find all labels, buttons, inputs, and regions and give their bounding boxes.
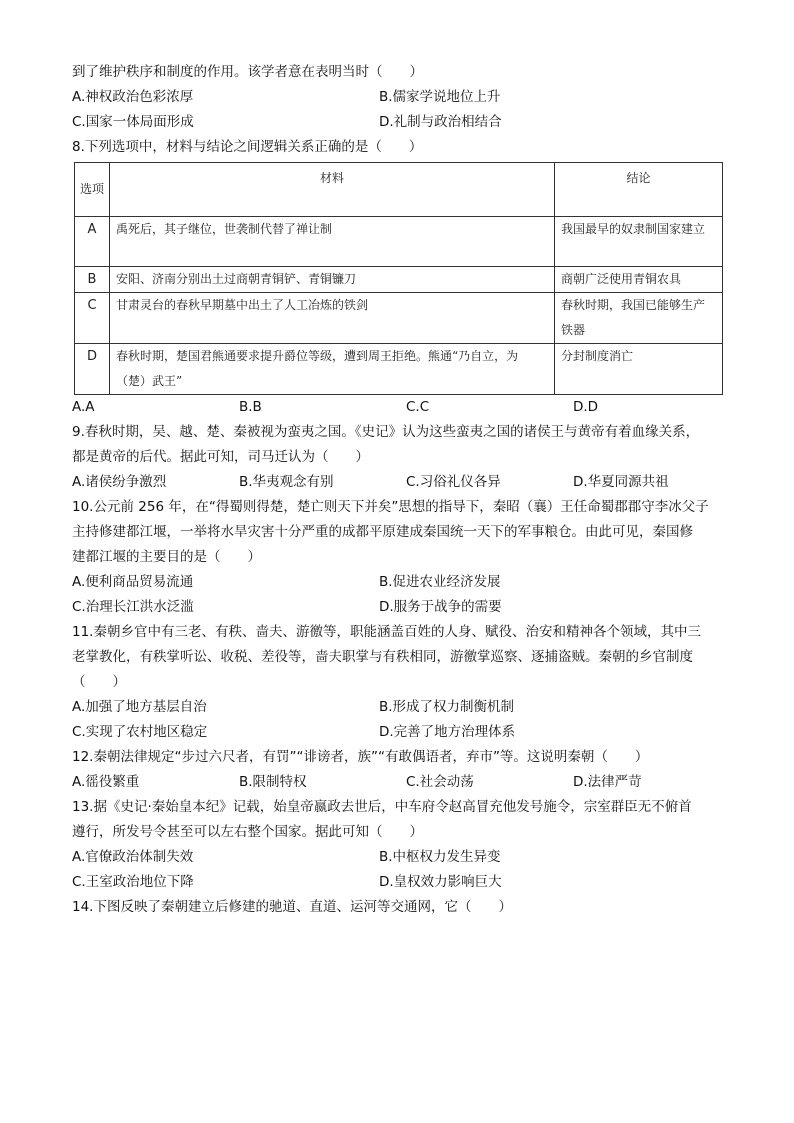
q9-options-row	[72, 470, 732, 495]
q10-option-a[interactable]: A.便利商品贸易流通	[72, 574, 194, 590]
q10-stem-line-3: 建都江堰的主要目的是（ ）	[72, 549, 261, 565]
q12-option-b[interactable]: B.限制特权	[239, 774, 307, 790]
row-a-option: A	[75, 217, 110, 267]
row-b-option: B	[75, 267, 110, 293]
row-b-conclusion: 商朝广泛使用青铜农具	[555, 267, 723, 293]
table-header-row	[75, 163, 723, 217]
q12-stem: 12.秦朝法律规定“步过六尺者，有罚”“诽谤者，族”“有敢偶语者，弃市”等。这说明秦朝（ ）	[72, 749, 649, 765]
q10-option-c[interactable]: C.治理长江洪水泛滥	[72, 599, 194, 615]
q11-option-d[interactable]: D.完善了地方治理体系	[379, 724, 516, 740]
row-d-option: D	[75, 344, 110, 395]
q14-stem: 14.下图反映了秦朝建立后修建的驰道、直道、运河等交通网，它（ ）	[72, 899, 512, 915]
header-conclusion: 结论	[555, 163, 723, 217]
row-d-conclusion: 分封制度消亡	[555, 344, 723, 395]
q11-option-b[interactable]: B.形成了权力制衡机制	[379, 699, 515, 715]
row-d-material: 春秋时期，楚国君熊通要求提升爵位等级，遭到周王拒绝。熊通“乃自立，为（楚）武王”	[110, 344, 555, 395]
q7-option-c[interactable]: C.国家一体局面形成	[72, 114, 194, 130]
row-c-conclusion: 春秋时期，我国已能够生产铁器	[555, 293, 723, 344]
q11-options-row-1	[72, 695, 732, 720]
q11-stem-line-3: （ ）	[72, 674, 126, 690]
header-material: 材料	[110, 163, 555, 217]
exam-page	[72, 60, 732, 920]
row-a-conclusion: 我国最早的奴隶制国家建立	[555, 217, 723, 267]
row-c-option: C	[75, 293, 110, 344]
q11-option-a[interactable]: A.加强了地方基层自治	[72, 699, 207, 715]
row-a-material: 禹死后，其子继位，世袭制代替了禅让制	[110, 217, 555, 267]
q7-option-b[interactable]: B.儒家学说地位上升	[379, 89, 501, 105]
q12-option-a[interactable]: A.徭役繁重	[72, 774, 140, 790]
q11-stem-line-2: 老掌教化，有秩掌听讼、收税、差役等，啬夫职掌与有秩相同，游徼掌巡察、逐捕盗贼。秦朝的乡官制度	[72, 649, 693, 665]
q8-stem: 8.下列选项中，材料与结论之间逻辑关系正确的是（ ）	[72, 139, 423, 155]
q11-stem-line-1: 11.秦朝乡官中有三老、有秩、啬夫、游徼等，职能涵盖百姓的人身、赋役、治安和精神各个领域，其中三	[72, 624, 701, 640]
q13-options-row-1	[72, 845, 732, 870]
table-row	[75, 293, 723, 344]
q12-option-c[interactable]: C.社会动荡	[406, 774, 474, 790]
q7-option-d[interactable]: D.礼制与政治相结合	[379, 114, 502, 130]
q10-stem-line-1: 10.公元前 256 年，在“得蜀则得楚，楚亡则天下并矣”思想的指导下，秦昭（襄）王任命蜀郡郡守李冰父子	[72, 499, 709, 515]
q13-stem-line-2: 遵行，所发号令甚至可以左右整个国家。据此可知（ ）	[72, 824, 423, 840]
q10-options-row-2	[72, 595, 732, 620]
table-row	[75, 217, 723, 267]
q9-stem-line-2: 都是黄帝的后代。据此可知，司马迁认为（ ）	[72, 449, 369, 465]
q13-option-d[interactable]: D.皇权效力影响巨大	[379, 874, 502, 890]
q10-option-b[interactable]: B.促进农业经济发展	[379, 574, 501, 590]
q11-option-c[interactable]: C.实现了农村地区稳定	[72, 724, 208, 740]
q8-option-b[interactable]: B.B	[239, 399, 262, 415]
q13-option-b[interactable]: B.中枢权力发生异变	[379, 849, 501, 865]
row-c-material: 甘肃灵台的春秋早期墓中出土了人工冶炼的铁剑	[110, 293, 555, 344]
q8-option-a[interactable]: A.A	[72, 399, 95, 415]
q9-option-d[interactable]: D.华夏同源共祖	[573, 474, 669, 490]
q10-option-d[interactable]: D.服务于战争的需要	[379, 599, 502, 615]
q12-option-d[interactable]: D.法律严苛	[573, 774, 642, 790]
q10-stem-line-2: 主持修建都江堰，一举将水旱灾害十分严重的成都平原建成秦国统一天下的军事粮仓。由此可见，秦国修	[72, 524, 693, 540]
q13-stem-line-1: 13.据《史记·秦始皇本纪》记载，始皇帝嬴政去世后，中车府令赵高冒充他发号施令，宗室群臣无不俯首	[72, 799, 692, 815]
q9-option-c[interactable]: C.习俗礼仪各异	[406, 474, 501, 490]
q9-stem-line-1: 9.春秋时期，吴、越、楚、秦被视为蛮夷之国。《史记》认为这些蛮夷之国的诸侯王与黄帝有着血缘关系，	[72, 424, 700, 440]
header-option: 选项	[75, 163, 110, 217]
q13-options-row-2	[72, 870, 732, 895]
q9-option-b[interactable]: B.华夷观念有别	[239, 474, 334, 490]
q7-options-row-1	[72, 85, 732, 110]
row-b-material: 安阳、济南分别出土过商朝青铜铲、青铜镰刀	[110, 267, 555, 293]
q8-material-table	[74, 162, 723, 395]
q8-options-row	[72, 395, 732, 420]
q7-option-a[interactable]: A.神权政治色彩浓厚	[72, 89, 194, 105]
q7-stem-tail: 到了维护秩序和制度的作用。该学者意在表明当时（ ）	[72, 64, 423, 80]
q9-option-a[interactable]: A.诸侯纷争激烈	[72, 474, 167, 490]
q7-options-row-2	[72, 110, 732, 135]
q10-options-row-1	[72, 570, 732, 595]
q12-options-row	[72, 770, 732, 795]
table-row	[75, 267, 723, 293]
q8-option-d[interactable]: D.D	[573, 399, 599, 415]
q13-option-c[interactable]: C.王室政治地位下降	[72, 874, 194, 890]
q8-option-c[interactable]: C.C	[406, 399, 430, 415]
q11-options-row-2	[72, 720, 732, 745]
q13-option-a[interactable]: A.官僚政治体制失效	[72, 849, 194, 865]
table-row	[75, 344, 723, 395]
